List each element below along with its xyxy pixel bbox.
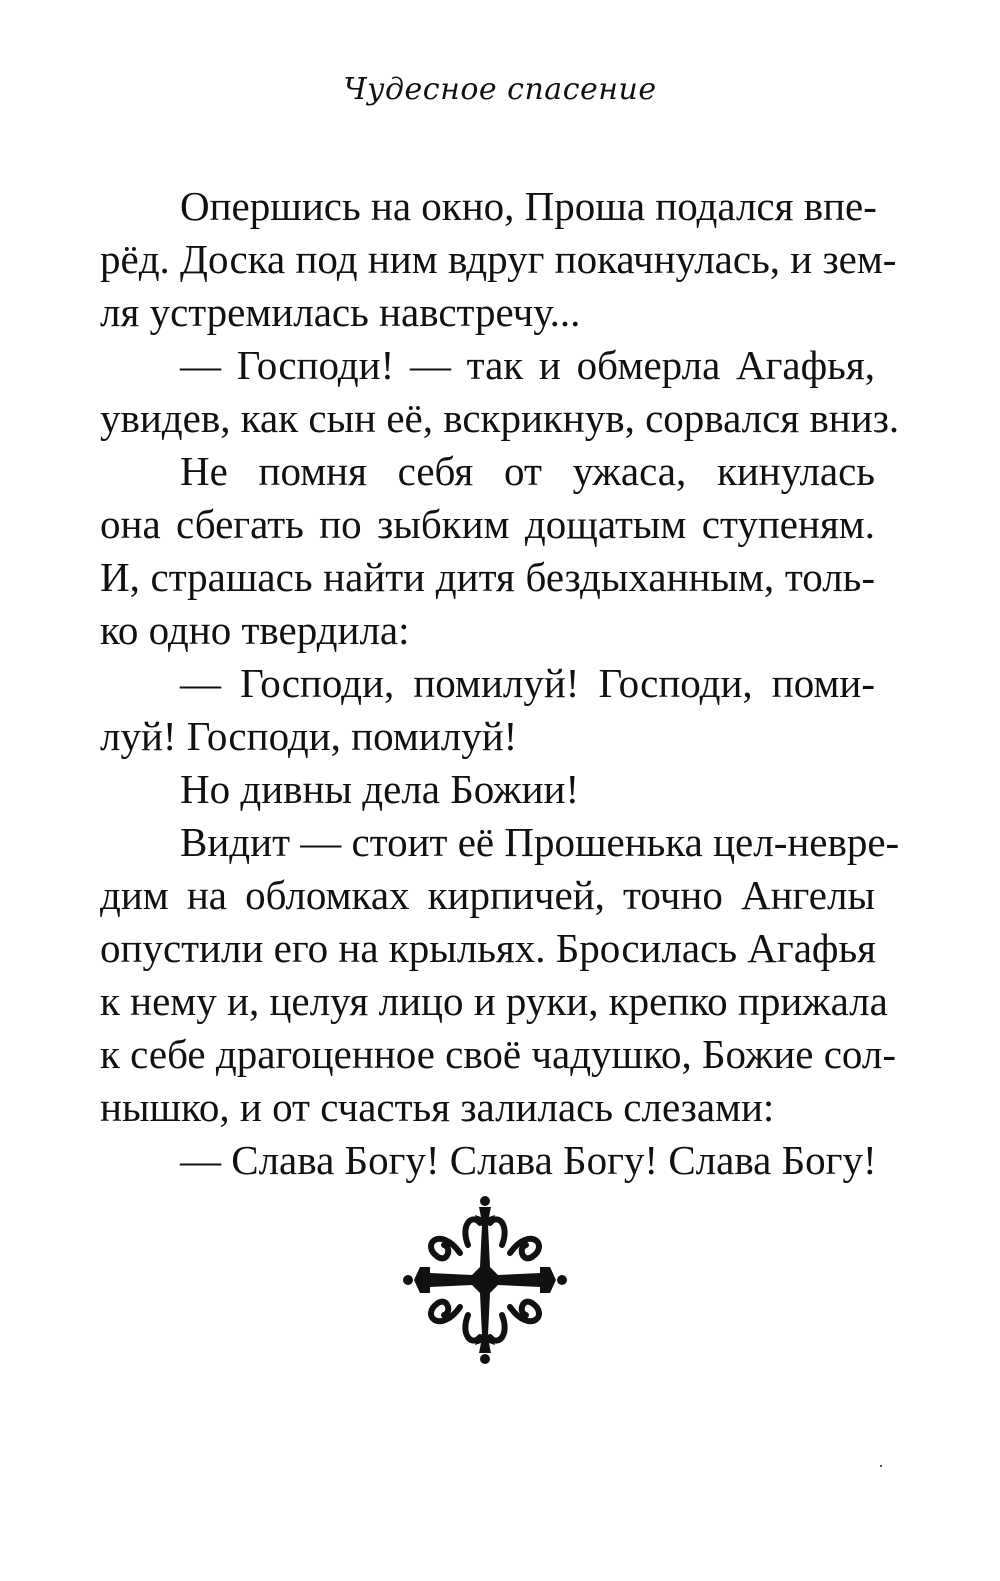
text-line: — Господи! — так и обмерла Агафья, [180,342,875,388]
text-line: Но дивны дела Божии! [180,766,580,812]
floral-cross-icon [400,1195,570,1365]
text-line: Видит — стоит её Прошенька цел-невре- [180,819,900,865]
running-head: Чудесное спасение [343,72,657,107]
text-line: луй! Господи, помилуй! [100,713,518,759]
text-line: увидев, как сын её, вскрикнув, сорвался вниз. [100,395,900,441]
body-text [100,180,900,1187]
text-line: Опершись на окно, Проша подался впе- [180,183,877,229]
print-speck [880,1465,882,1467]
text-line: рёд. Доска под ним вдруг покачнулась, и зем- [100,236,897,282]
text-line: ля устремилась навстречу... [100,289,581,335]
text-line: нышко, и от счастья залилась слезами: [100,1084,775,1130]
text-line: ко одно твердила: [100,607,410,653]
text-line: дим на обломках кирпичей, точно Ангелы [100,872,875,918]
text-line: — Слава Богу! Слава Богу! Слава Богу! [180,1137,877,1183]
text-line: к нему и, целуя лицо и руки, крепко прижала [100,978,888,1024]
text-line: опустили его на крыльях. Бросилась Агафья [100,925,877,971]
text-line: она сбегать по зыбким дощатым ступеням. [100,501,875,547]
text-line: Не помня себя от ужаса, кинулась [180,448,875,494]
text-line: к себе драгоценное своё чадушко, Божие сол- [100,1031,896,1077]
text-line: И, страшась найти дитя бездыханным, толь- [100,554,875,600]
text-line: — Господи, помилуй! Господи, поми- [180,660,875,706]
